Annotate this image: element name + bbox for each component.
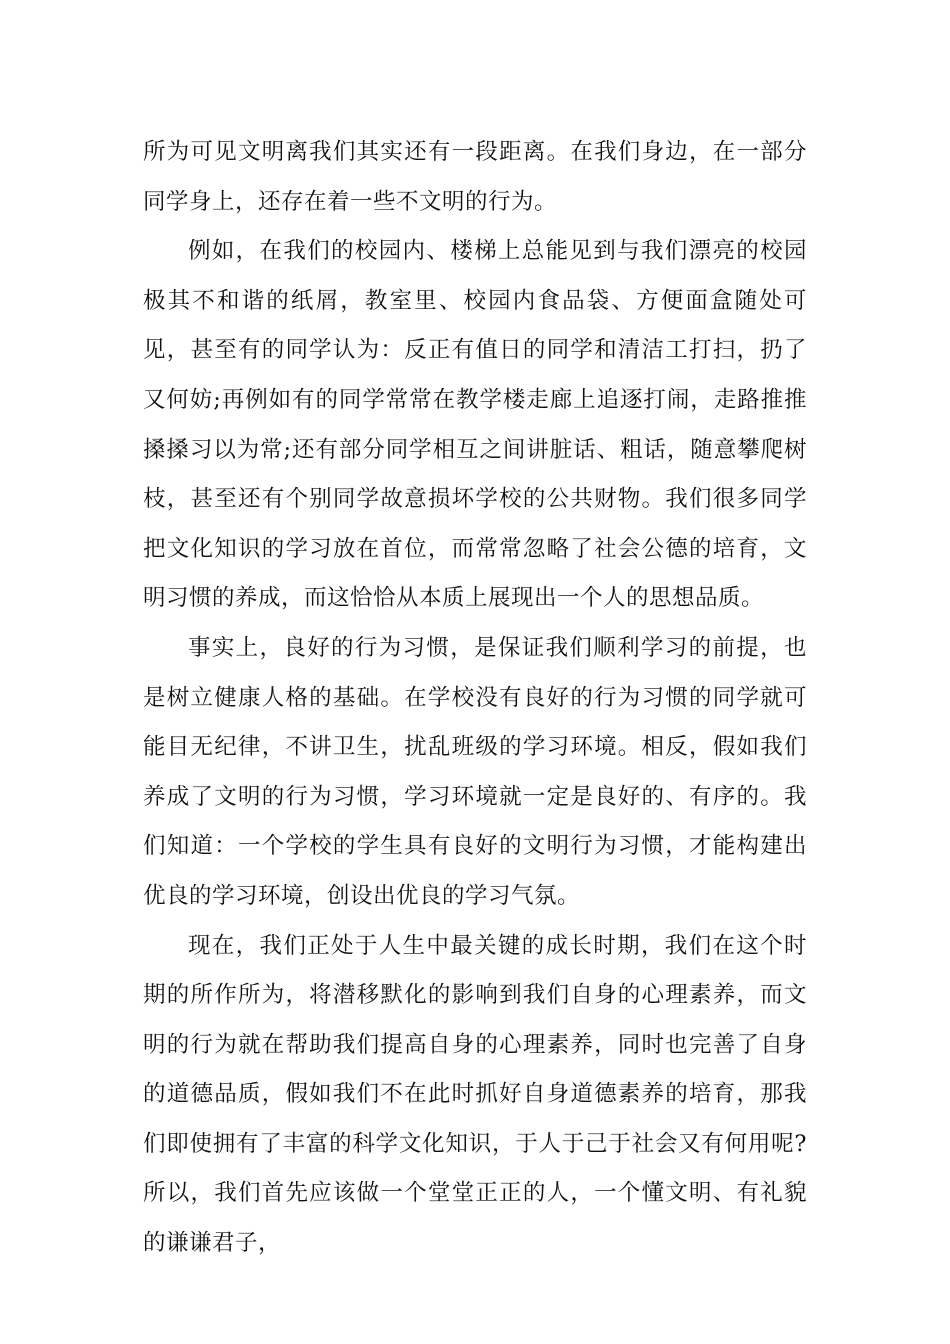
paragraph-3: 事实上，良好的行为习惯，是保证我们顺利学习的前提，也是树立健康人格的基础。在学校没有良好的行为习惯的同学就可能目无纪律，不讲卫生，扰乱班级的学习环境。相反，假如我们养成了文明的行为习惯，学习环境就一定是良好的、有序的。我们知道：一个学校的学生具有良好的文明行为习惯，才能构建出优良的学习环境，创设出优良的学习气氛。 xyxy=(143,634,807,909)
paragraph-1: 所为可见文明离我们其实还有一段距离。在我们身边，在一部分同学身上，还存在着一些不文明的行为。 xyxy=(143,139,807,215)
paragraph-4: 现在，我们正处于人生中最关键的成长时期，我们在这个时期的所作所为，将潜移默化的影响到我们自身的心理素养，而文明的行为就在帮助我们提高自身的心理素养，同时也完善了自身的道德品质，假如我们不在此时抓好自身道德素养的培育，那我们即使拥有了丰富的科学文化知识，于人于己于社会又有何用呢?所以，我们首先应该做一个堂堂正正的人，一个懂文明、有礼貌的谦谦君子， xyxy=(143,932,807,1257)
paragraph-2: 例如，在我们的校园内、楼梯上总能见到与我们漂亮的校园极其不和谐的纸屑，教室里、校园内食品袋、方便面盒随处可见，甚至有的同学认为：反正有值日的同学和清洁工打扫，扔了又何妨;再例如有的同学常常在教学楼走廊上追逐打闹，走路推推搡搡习以为常;还有部分同学相互之间讲脏话、粗话，随意攀爬树枝，甚至还有个别同学故意损坏学校的公共财物。我们很多同学把文化知识的学习放在首位，而常常忽略了社会公德的培育，文明习惯的养成，而这恰恰从本质上展现出一个人的思想品质。 xyxy=(143,238,807,612)
document-body xyxy=(143,128,807,1269)
